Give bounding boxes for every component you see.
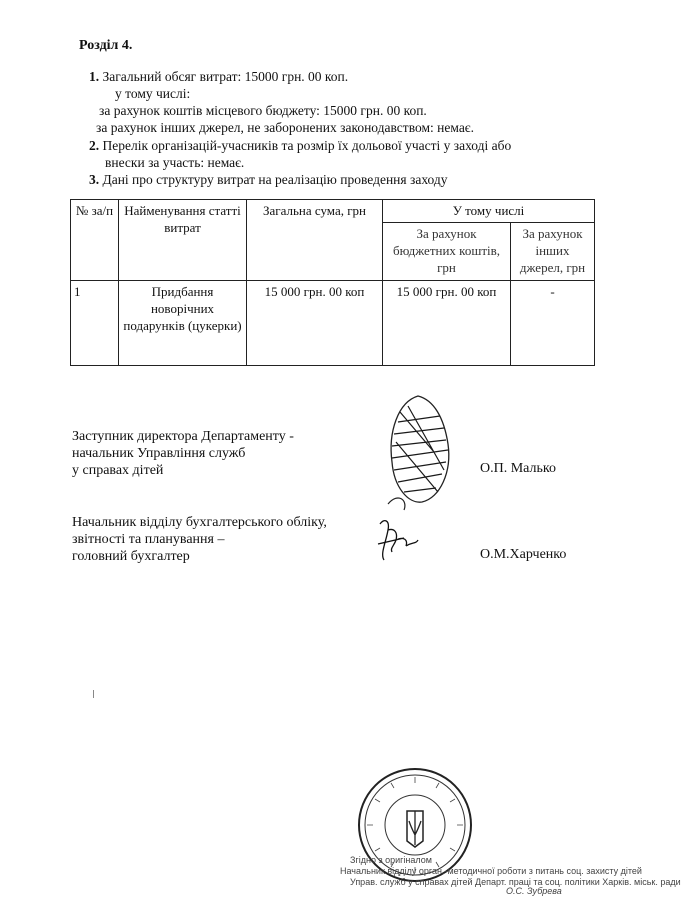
signatory-name-2: О.М.Харченко xyxy=(480,547,567,562)
item-1-sub-other: за рахунок інших джерел, не заборонених законодавством: немає. xyxy=(96,120,474,135)
item-1 xyxy=(89,68,348,85)
position-line: головний бухгалтер xyxy=(72,549,190,564)
cell-number: 1 xyxy=(71,281,119,366)
position-line: начальник Управління служб xyxy=(72,446,246,461)
item-number: 1. xyxy=(89,69,100,84)
handwritten-signature-1 xyxy=(378,392,460,512)
certification-line: Начальник відділу орган.-методичної роботи з питань соц. захисту дітей xyxy=(340,866,642,876)
header-number: № за/п xyxy=(71,200,119,281)
header-budget: За рахунок бюджетних коштів, грн xyxy=(383,222,511,280)
position-line: Заступник директора Департаменту - xyxy=(72,429,294,444)
header-including: У тому числі xyxy=(383,200,595,223)
position-line: у справах дітей xyxy=(72,463,164,478)
signature-position-2 xyxy=(72,514,327,565)
handwritten-signature-2 xyxy=(374,514,430,566)
item-number: 3. xyxy=(89,172,100,187)
item-text: Перелік організацій-учасників та розмір їх дольової участі у заході або xyxy=(102,138,512,153)
item-1-sub-budget: за рахунок коштів місцевого бюджету: 15000 грн. 00 коп. xyxy=(99,103,427,118)
cell-item-name: Придбання новорічних подарунків (цукерки) xyxy=(119,281,247,366)
cell-other: - xyxy=(511,281,595,366)
header-other: За рахунок інших джерел, грн xyxy=(511,222,595,280)
item-number: 2. xyxy=(89,138,100,153)
position-line: звітності та планування – xyxy=(72,532,225,547)
table-row xyxy=(71,281,595,366)
item-2 xyxy=(89,137,511,154)
certification-line: Згідно з оригіналом xyxy=(350,855,432,865)
cost-structure-table xyxy=(70,199,595,366)
header-item-name: Найменування статті витрат xyxy=(119,200,247,281)
certification-signatory: О.С. Зубрева xyxy=(506,886,562,896)
signature-position-1 xyxy=(72,428,294,479)
signatory-name-1: О.П. Малько xyxy=(480,461,556,476)
item-3 xyxy=(89,171,448,188)
item-1-sub-heading: у тому числі: xyxy=(115,86,191,101)
position-line: Начальник відділу бухгалтерського обліку, xyxy=(72,515,327,530)
scan-mark xyxy=(93,690,94,698)
header-total: Загальна сума, грн xyxy=(247,200,383,281)
item-text: Загальний обсяг витрат: 15000 грн. 00 коп. xyxy=(102,69,349,84)
table-header-row xyxy=(71,200,595,223)
section-title: Розділ 4. xyxy=(79,38,133,53)
certification-line: Управ. служб у справах дітей Департ. праці та соц. політики Харків. міськ. ради xyxy=(350,877,681,887)
cell-budget: 15 000 грн. 00 коп xyxy=(383,281,511,366)
cell-total: 15 000 грн. 00 коп xyxy=(247,281,383,366)
item-text: Дані про структуру витрат на реалізацію проведення заходу xyxy=(102,172,448,187)
item-2-cont: внески за участь: немає. xyxy=(105,155,245,170)
